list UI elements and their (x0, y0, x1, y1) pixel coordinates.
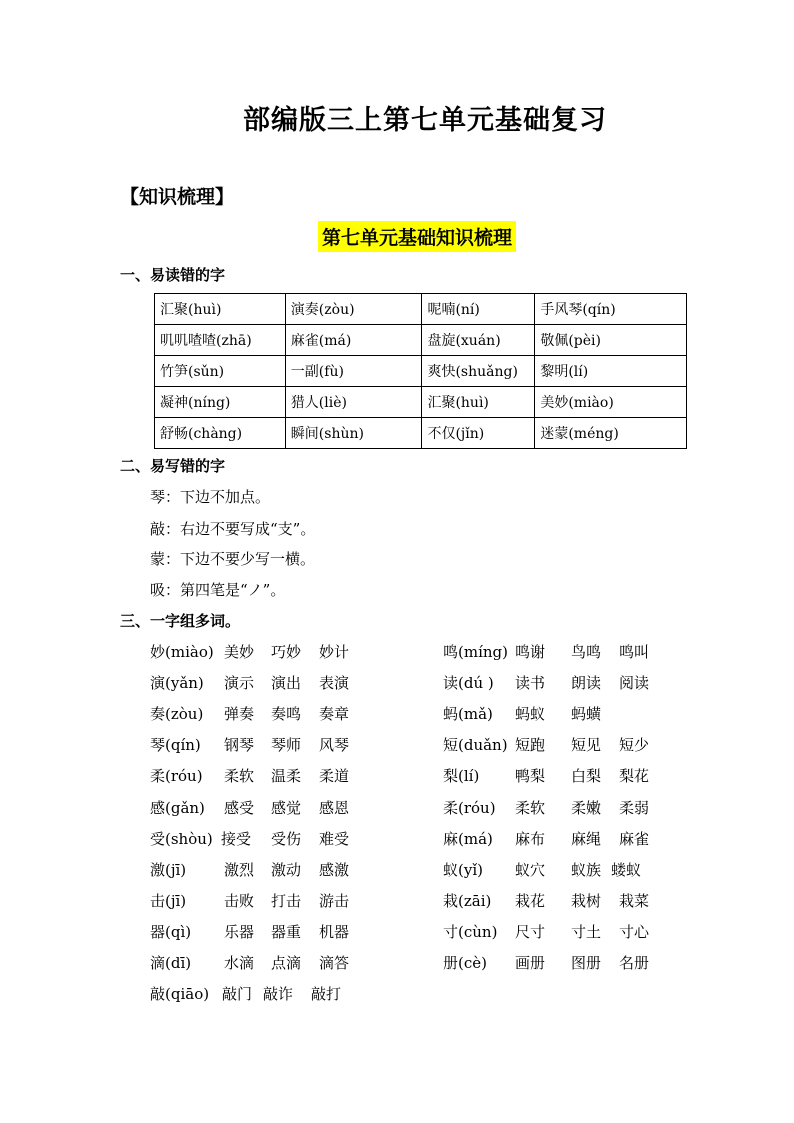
word-item: 柔嫩 (571, 798, 602, 817)
table-cell: 麻雀(má) (285, 325, 422, 356)
word-item: 短少 (619, 736, 650, 755)
word-item: 巧妙 (271, 643, 302, 661)
character-with-pinyin: 器(qì) (150, 922, 192, 941)
table-cell: 盘旋(xuán) (422, 325, 535, 356)
word-item: 蚁族 (571, 860, 602, 879)
word-item: 激烈 (224, 860, 255, 879)
word-item: 蚂蟥 (571, 705, 602, 724)
word-item: 麻雀 (619, 829, 650, 848)
table-cell: 爽快(shuǎng) (422, 356, 535, 387)
word-item: 击败 (224, 891, 255, 910)
word-item: 接受 (221, 829, 252, 848)
word-item: 麻布 (515, 829, 546, 848)
word-item: 琴师 (271, 736, 302, 755)
section3-heading: 三、一字组多词。 (120, 612, 241, 630)
table-row (155, 325, 687, 356)
word-item: 柔道 (319, 767, 350, 786)
character-with-pinyin: 栽(zāi) (443, 891, 492, 910)
word-item: 钢琴 (224, 736, 255, 755)
table-cell: 猎人(liè) (285, 387, 422, 418)
table-cell: 呢喃(ní) (422, 294, 535, 325)
table-cell: 演奏(zòu) (285, 294, 422, 325)
word-item: 机器 (319, 922, 350, 941)
word-item: 柔弱 (619, 798, 650, 817)
word-item: 白梨 (571, 767, 602, 786)
table-row (155, 294, 687, 325)
table-cell: 美妙(miào) (535, 387, 687, 418)
word-item: 柔软 (515, 798, 546, 817)
character-with-pinyin: 感(gǎn) (150, 798, 205, 817)
misread-chars-table (154, 293, 687, 449)
table-cell: 瞬间(shùn) (285, 418, 422, 449)
character-with-pinyin: 滴(dī) (150, 954, 192, 972)
character-with-pinyin: 蚂(mǎ) (443, 705, 493, 724)
word-item: 滴答 (319, 954, 350, 972)
word-item: 温柔 (271, 767, 302, 786)
table-row (155, 418, 687, 449)
word-item: 蝼蚁 (611, 860, 642, 879)
table-cell: 黎明(lí) (535, 356, 687, 387)
word-item: 麻绳 (571, 829, 602, 848)
character-with-pinyin: 柔(róu) (150, 767, 203, 786)
section2-heading: 二、易写错的字 (120, 457, 226, 475)
character-with-pinyin: 鸣(míng) (443, 643, 508, 661)
character-with-pinyin: 琴(qín) (150, 736, 201, 755)
character-with-pinyin: 柔(róu) (443, 798, 496, 817)
word-item: 敲诈 (263, 985, 294, 1004)
word-item: 栽花 (515, 891, 546, 910)
word-item: 美妙 (224, 643, 255, 661)
table-cell: 凝神(níng) (155, 387, 286, 418)
character-with-pinyin: 寸(cùn) (443, 922, 498, 941)
table-cell: 一副(fù) (285, 356, 422, 387)
page-title: 部编版三上第七单元基础复习 (243, 105, 607, 136)
character-with-pinyin: 册(cè) (443, 954, 487, 972)
note-item: 琴：下边不加点。 (150, 488, 271, 506)
word-item: 蚁穴 (515, 860, 546, 879)
character-with-pinyin: 奏(zòu) (150, 705, 204, 724)
word-item: 受伤 (271, 829, 302, 848)
table-cell: 竹笋(sǔn) (155, 356, 286, 387)
character-with-pinyin: 麻(má) (443, 829, 493, 848)
word-item: 感激 (319, 860, 350, 879)
unit-banner: 第七单元基础知识梳理 (318, 221, 516, 252)
word-item: 柔软 (224, 767, 255, 786)
table-cell: 手风琴(qín) (535, 294, 687, 325)
word-item: 短跑 (515, 736, 546, 755)
table-cell: 汇聚(huì) (155, 294, 286, 325)
word-item: 栽树 (571, 891, 602, 910)
table-cell: 不仅(jǐn) (422, 418, 535, 449)
character-with-pinyin: 梨(lí) (443, 767, 480, 786)
word-item: 打击 (271, 891, 302, 910)
word-item: 蚂蚁 (515, 705, 546, 724)
word-item: 鸣谢 (515, 643, 546, 661)
word-item: 鸭梨 (515, 767, 546, 786)
character-with-pinyin: 演(yǎn) (150, 674, 204, 693)
character-with-pinyin: 敲(qiāo) (150, 985, 210, 1004)
section1-heading: 一、易读错的字 (120, 266, 226, 284)
word-item: 寸土 (571, 922, 602, 941)
word-item: 读书 (515, 674, 546, 693)
character-with-pinyin: 受(shòu) (150, 829, 213, 848)
word-item: 点滴 (271, 954, 302, 972)
banner-container (0, 221, 794, 252)
word-item: 鸟鸣 (571, 643, 602, 661)
word-item: 栽菜 (619, 891, 650, 910)
table-cell: 汇聚(huì) (422, 387, 535, 418)
section-label: 【知识梳理】 (120, 186, 235, 208)
word-item: 弹奏 (224, 705, 255, 724)
character-with-pinyin: 蚁(yǐ) (443, 860, 483, 879)
word-item: 妙计 (319, 643, 350, 661)
word-item: 画册 (515, 954, 546, 972)
word-item: 表演 (319, 674, 350, 693)
word-item: 器重 (271, 922, 302, 941)
character-with-pinyin: 读(dú ) (443, 674, 494, 693)
table-cell: 迷蒙(méng) (535, 418, 687, 449)
word-item: 梨花 (619, 767, 650, 786)
character-with-pinyin: 妙(miào) (150, 643, 214, 661)
table-cell: 敬佩(pèi) (535, 325, 687, 356)
word-item: 激动 (271, 860, 302, 879)
word-item: 游击 (319, 891, 350, 910)
word-item: 图册 (571, 954, 602, 972)
note-item: 敲：右边不要写成“支”。 (150, 520, 316, 538)
word-item: 短见 (571, 736, 602, 755)
word-item: 朗读 (571, 674, 602, 693)
character-with-pinyin: 短(duǎn) (443, 736, 508, 755)
note-item: 吸：第四笔是“ノ”。 (150, 581, 286, 599)
word-item: 敲门 (222, 985, 253, 1004)
character-with-pinyin: 激(jī) (150, 860, 187, 879)
word-item: 难受 (319, 829, 350, 848)
word-item: 敲打 (311, 985, 342, 1004)
character-with-pinyin: 击(jī) (150, 891, 187, 910)
word-item: 鸣叫 (619, 643, 650, 661)
word-item: 阅读 (619, 674, 650, 693)
word-item: 感觉 (271, 798, 302, 817)
word-item: 水滴 (224, 954, 255, 972)
table-cell: 叽叽喳喳(zhā) (155, 325, 286, 356)
note-item: 蒙：下边不要少写一横。 (150, 550, 316, 568)
word-item: 感恩 (319, 798, 350, 817)
word-item: 奏章 (319, 705, 350, 724)
table-row (155, 356, 687, 387)
word-item: 风琴 (319, 736, 350, 755)
word-item: 乐器 (224, 922, 255, 941)
word-item: 名册 (619, 954, 650, 972)
word-item: 尺寸 (515, 922, 546, 941)
table-cell: 舒畅(chàng) (155, 418, 286, 449)
word-item: 寸心 (619, 922, 650, 941)
word-item: 感受 (224, 798, 255, 817)
word-item: 演出 (271, 674, 302, 693)
table-row (155, 387, 687, 418)
word-item: 奏鸣 (271, 705, 302, 724)
word-item: 演示 (224, 674, 255, 693)
